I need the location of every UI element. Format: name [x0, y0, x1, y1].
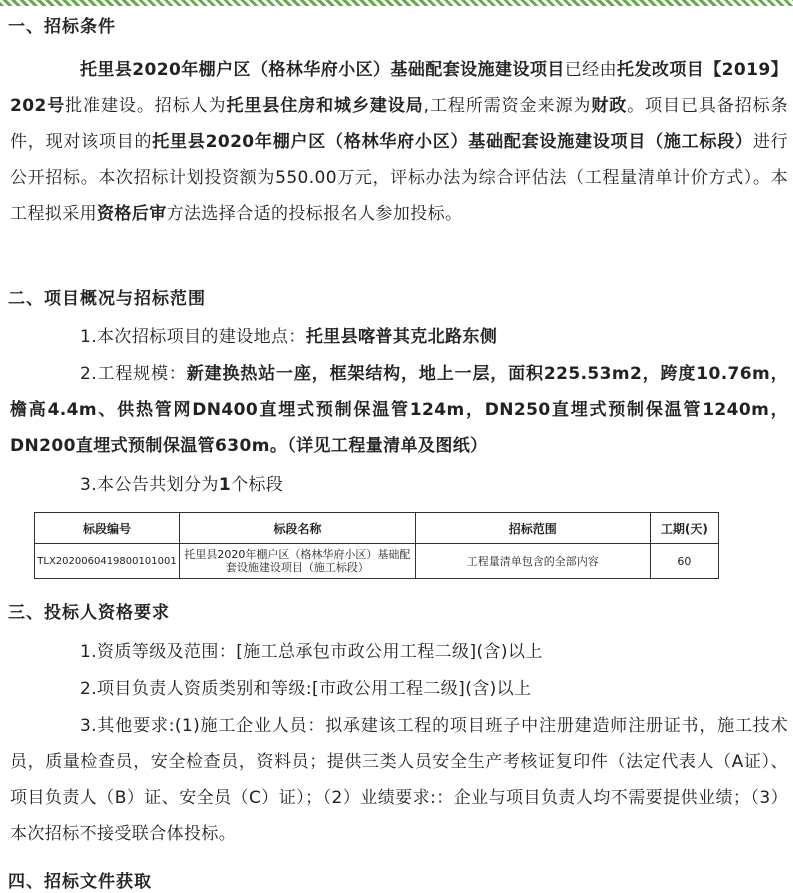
approval-number: 托发改项目【2019】202号: [10, 60, 788, 116]
project-scale: 新建换热站一座，框架结构，地上一层，面积225.53m2，跨度10.76m，檐高4.4m、供热管网DN400直埋式预制保温管124m，DN250直埋式预制保温管1240m，DN200直埋式预制保温管630m。（详见工程量清单及图纸）: [10, 364, 788, 456]
text-run: 方法选择合适的投标报名人参加投标。: [166, 204, 463, 224]
requirement-item-2: 2.项目负责人资质类别和等级:[市政公用工程二级](含)以上: [80, 679, 532, 699]
decorative-top-border: [0, 0, 793, 6]
section-title-4: 四、招标文件获取: [8, 872, 152, 892]
text-run: 2.工程规模：: [80, 364, 187, 384]
lots-table: [34, 512, 719, 579]
qualification-method: 资格后审: [97, 204, 167, 224]
tender-project-name: 托里县2020年棚户区（格林华府小区）基础配套设施建设项目（施工标段）: [152, 132, 753, 152]
cell-lot-number: TLX2020060419800101001: [35, 544, 180, 579]
scope-item-location: [10, 319, 788, 355]
lot-count: 1: [218, 475, 232, 495]
requirement-item-3: 3.其他要求:(1)施工企业人员：拟承建该工程的项目班子中注册建造师注册证书，施工技术员，质量检查员，安全检查员，资料员；提供三类人员安全生产考核证复印件（法定代表人（A证）、项目负责人（B）证、安全员（C）证）；（2）业绩要求:：企业与项目负责人均不需要提供业绩；（3）本次招标不接受联合体投标。: [10, 716, 788, 844]
section-title-2: 二、项目概况与招标范围: [8, 289, 206, 309]
text-run: 1.本次招标项目的建设地点：: [80, 327, 306, 347]
requirement-item-1: 1.资质等级及范围：[施工总承包市政公用工程二级](含)以上: [80, 642, 543, 662]
section-title-1: 一、招标条件: [8, 17, 116, 37]
project-name: 托里县2020年棚户区（格林华府小区）基础配套设施建设项目: [80, 60, 565, 80]
text-run: ,工程所需资金来源为: [423, 96, 592, 116]
table-header-row: [35, 513, 719, 544]
col-header-duration: 工期(天): [650, 513, 718, 544]
scope-item-scale: [10, 356, 788, 464]
text-run: 进行公开招标。本次招标计划投资额为550.00万元，评标办法为综合评估法（工程量清单计价方式）。本工程拟采用: [10, 132, 788, 224]
table-row: [35, 544, 719, 579]
text-run: 。项目已具备招标条件，现对该项目的: [10, 96, 788, 152]
text-run: 个标段: [231, 475, 284, 495]
cell-lot-name: 托里县2020年棚户区（格林华府小区）基础配套设施建设项目（施工标段）: [179, 544, 415, 579]
text-run: 已经由: [564, 60, 618, 80]
col-header-lot-name: 标段名称: [179, 513, 415, 544]
cell-scope: 工程量清单包含的全部内容: [415, 544, 650, 579]
col-header-scope: 招标范围: [415, 513, 650, 544]
section-1-paragraph: [10, 52, 788, 232]
text-run: 3.本公告共划分为: [80, 475, 219, 495]
col-header-lot-number: 标段编号: [35, 513, 180, 544]
construction-location: 托里县喀普其克北路东侧: [305, 327, 498, 347]
text-run: 批准建设。招标人为: [65, 96, 227, 116]
section-title-3: 三、投标人资格要求: [8, 603, 170, 623]
tenderer-name: 托里县住房和城乡建设局: [226, 96, 424, 116]
cell-duration: 60: [650, 544, 718, 579]
scope-item-lots: [10, 467, 788, 503]
funding-source: 财政: [591, 96, 628, 116]
